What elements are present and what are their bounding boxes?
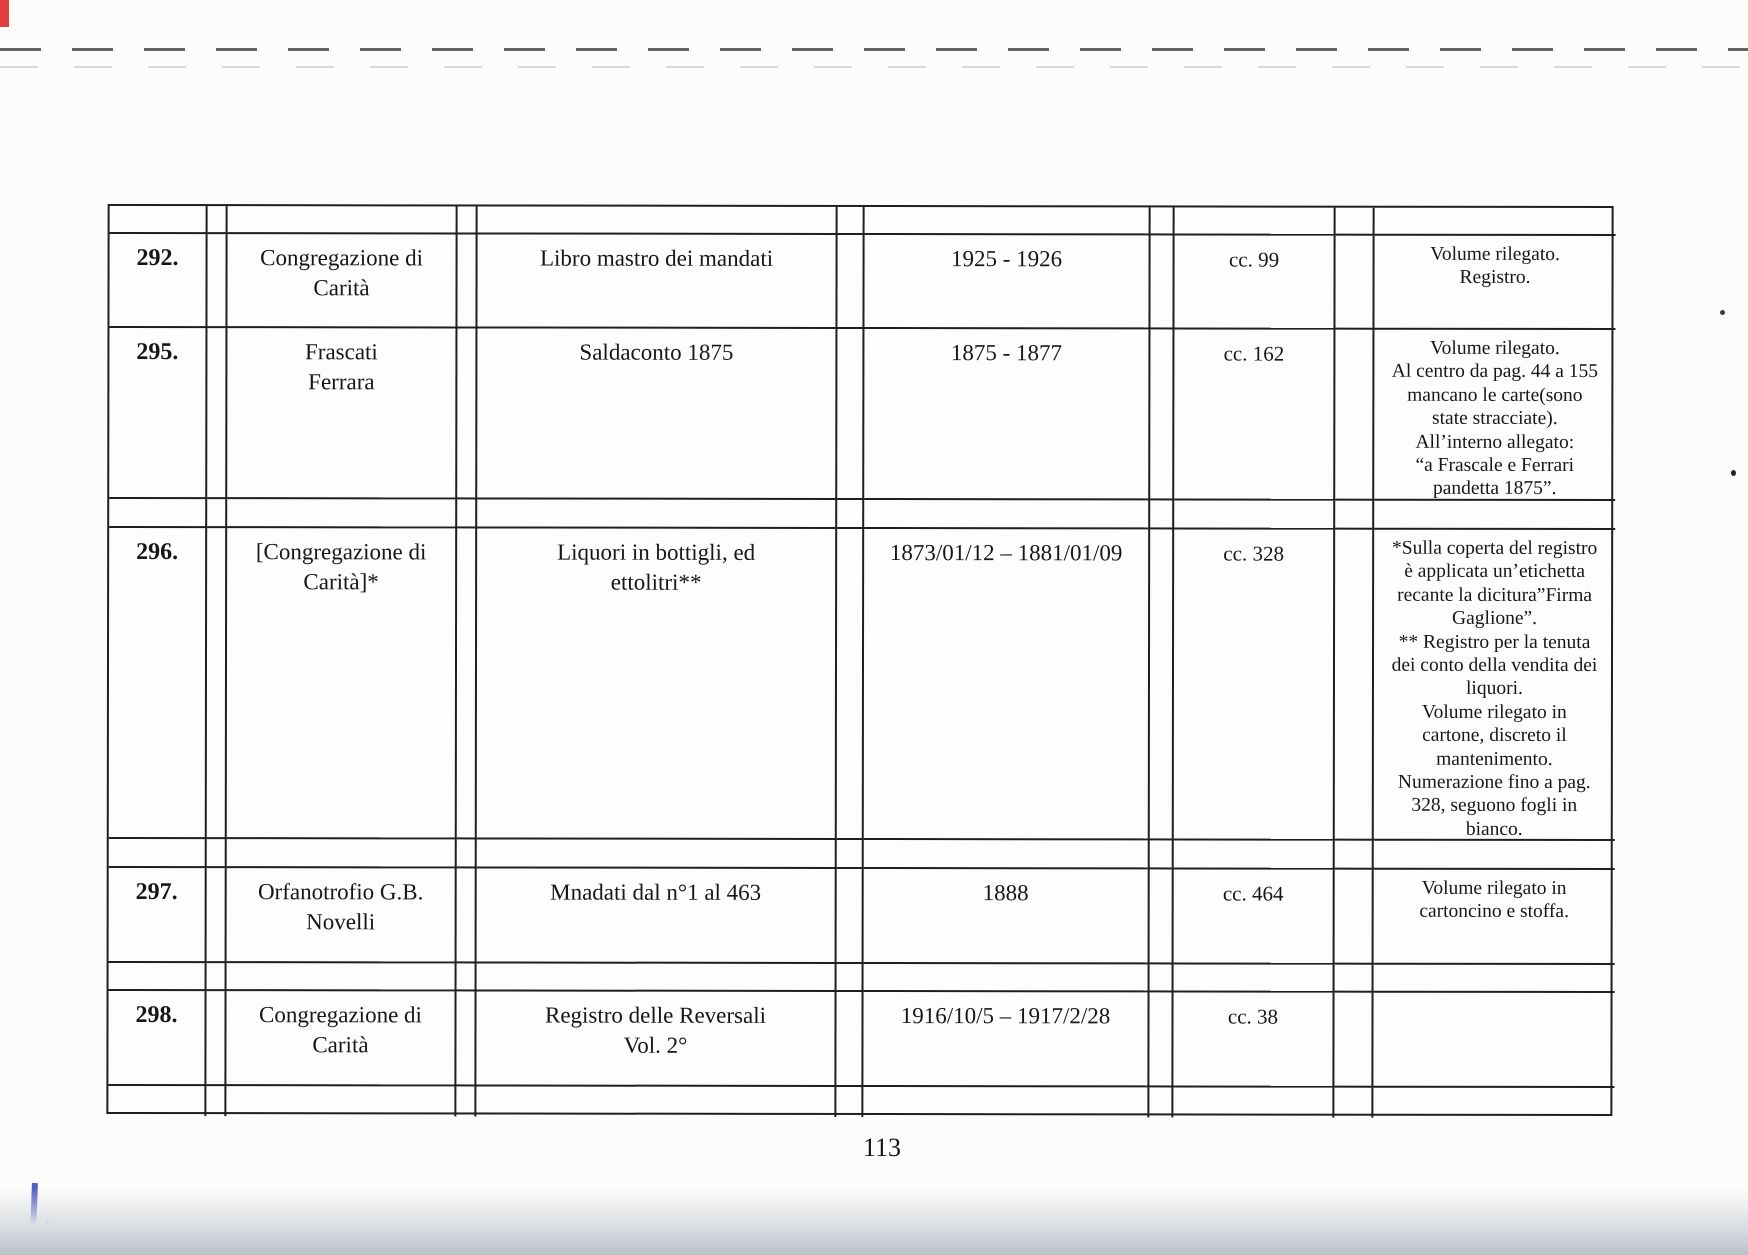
spacer-cell: [1335, 530, 1374, 841]
spacer-row-cell: [1174, 500, 1335, 529]
cell-0-extent: cc. 99: [1174, 235, 1335, 329]
cell-1-extent: cc. 162: [1174, 329, 1335, 500]
header-row-cell: [838, 207, 865, 235]
cell-2-dates: 1873/01/12 – 1881/01/09: [864, 529, 1150, 840]
scan-fold-dashed-line-faint: [0, 66, 1748, 68]
spacer-cell: [837, 529, 864, 840]
page-number: 113: [862, 1133, 902, 1162]
spacer-row-cell: [1150, 500, 1174, 529]
footer-row-cell: [108, 1086, 206, 1116]
header-row-cell: [1375, 208, 1616, 236]
spacer-cell: [457, 328, 477, 499]
spacer-cell: [207, 328, 227, 499]
spacer-cell: [1150, 235, 1174, 329]
spacer-cell: [456, 991, 476, 1086]
spacer-cell: [837, 869, 864, 964]
footer-row-cell: [1149, 1087, 1173, 1117]
spacer-row-cell: [1335, 965, 1374, 993]
spacer-cell: [207, 528, 227, 839]
spacer-cell: [1150, 869, 1174, 964]
spacer-row-cell: [1335, 501, 1374, 530]
spacer-row-cell: [457, 499, 477, 528]
cell-3-extent: cc. 464: [1174, 869, 1335, 964]
spacer-row-cell: [457, 963, 477, 991]
spacer-row-cell: [1374, 965, 1615, 993]
cell-2-title: Liquori in bottigli, ed ettolitri**: [477, 528, 837, 840]
cell-3-number: 297.: [109, 868, 207, 963]
spacer-cell: [1334, 993, 1373, 1088]
spacer-cell: [1149, 992, 1173, 1087]
header-row-cell: [865, 207, 1151, 235]
spacer-row-cell: [227, 963, 457, 991]
spacer-cell: [207, 234, 227, 328]
cell-3-name: Orfanotrofio G.B. Novelli: [227, 868, 457, 963]
spacer-row-cell: [864, 964, 1150, 992]
cell-2-notes: *Sulla coperta del registro è applicata un’etichetta recante la dicitura”Firma Gaglione”. ** Registro per la tenuta dei conto della vendita dei liquori. Volume rilegato in cartone, discreto il mantenimento. Numerazione fino a pag. 328, seguono fogli in bianco.: [1374, 530, 1615, 841]
cell-0-number: 292.: [109, 234, 207, 328]
cell-4-title: Registro delle Reversali Vol. 2°: [476, 991, 836, 1087]
spacer-cell: [1335, 870, 1374, 965]
footer-row-cell: [1173, 1087, 1334, 1117]
cell-4-number: 298.: [108, 991, 206, 1086]
cell-1-notes: Volume rilegato. Al centro da pag. 44 a 155 mancano le carte(sono state stracciate). All’interno allegato: “a Frascale e Ferrari pandetta 1875”.: [1374, 330, 1615, 501]
spacer-row-cell: [837, 840, 864, 869]
cell-2-name: [Congregazione di Carità]*: [227, 528, 457, 839]
spacer-cell: [457, 868, 477, 963]
spacer-row-cell: [864, 500, 1150, 529]
spacer-row-cell: [227, 839, 457, 868]
header-row-cell: [458, 206, 478, 234]
header-row-cell: [110, 206, 208, 234]
footer-row-cell: [836, 1087, 863, 1117]
scan-red-edge-mark: [0, 0, 9, 27]
spacer-row-cell: [837, 500, 864, 529]
spacer-cell: [1150, 529, 1174, 840]
scan-bottom-shadow: [0, 1188, 1748, 1255]
cell-3-notes: Volume rilegato in cartoncino e stoffa.: [1374, 870, 1615, 965]
spacer-row-cell: [1335, 841, 1374, 870]
spacer-cell: [1335, 236, 1374, 330]
spacer-cell: [457, 528, 477, 839]
cell-4-dates: 1916/10/5 – 1917/2/28: [863, 992, 1149, 1087]
footer-row-cell: [206, 1086, 226, 1116]
scan-fold-dashed-line: [0, 48, 1748, 51]
footer-row-cell: [226, 1086, 456, 1116]
spacer-row-cell: [457, 839, 477, 868]
spacer-cell: [1150, 329, 1174, 500]
spacer-row-cell: [207, 963, 227, 991]
cell-1-name: Frascati Ferrara: [227, 328, 457, 499]
footer-row-cell: [1334, 1088, 1373, 1118]
spacer-cell: [206, 991, 226, 1086]
spacer-cell: [837, 235, 864, 329]
cell-0-notes: Volume rilegato. Registro.: [1374, 236, 1615, 330]
inventory-table: [106, 204, 1613, 1116]
spacer-cell: [1335, 330, 1374, 501]
spacer-cell: [837, 329, 864, 500]
spacer-row-cell: [1374, 841, 1615, 870]
cell-4-name: Congregazione di Carità: [226, 991, 456, 1086]
cell-0-dates: 1925 - 1926: [864, 235, 1150, 329]
spacer-row-cell: [227, 499, 457, 528]
header-row-cell: [478, 206, 838, 235]
spacer-row-cell: [109, 839, 207, 868]
cell-1-dates: 1875 - 1877: [864, 329, 1150, 500]
spacer-row-cell: [109, 499, 207, 528]
spacer-row-cell: [1174, 840, 1335, 869]
header-row-cell: [1336, 208, 1375, 236]
spacer-row-cell: [1374, 501, 1615, 530]
header-row-cell: [228, 206, 458, 234]
spacer-row-cell: [1150, 964, 1174, 992]
footer-row-cell: [476, 1086, 836, 1117]
spacer-row-cell: [477, 963, 837, 992]
cell-2-number: 296.: [109, 528, 207, 839]
footer-row-cell: [1373, 1088, 1614, 1118]
header-row-cell: [1175, 207, 1336, 235]
cell-4-notes: [1373, 993, 1614, 1088]
spacer-row-cell: [1150, 840, 1174, 869]
cell-4-extent: cc. 38: [1173, 992, 1334, 1087]
spacer-row-cell: [477, 839, 837, 869]
cell-0-title: Libro mastro dei mandati: [477, 234, 837, 329]
spacer-cell: [207, 868, 227, 963]
scan-speck: [1731, 470, 1736, 476]
spacer-cell: [457, 234, 477, 328]
scan-speck: [1720, 310, 1725, 315]
spacer-row-cell: [477, 499, 837, 529]
header-row-cell: [208, 206, 228, 234]
spacer-row-cell: [207, 839, 227, 868]
cell-3-dates: 1888: [864, 869, 1150, 964]
spacer-row-cell: [864, 840, 1150, 869]
spacer-row-cell: [837, 964, 864, 992]
cell-3-title: Mnadati dal n°1 al 463: [477, 868, 837, 964]
cell-2-extent: cc. 328: [1174, 529, 1335, 840]
cell-1-title: Saldaconto 1875: [477, 328, 837, 500]
spacer-row-cell: [1174, 964, 1335, 992]
cell-1-number: 295.: [109, 328, 207, 499]
spacer-cell: [836, 992, 863, 1087]
footer-row-cell: [456, 1086, 476, 1116]
cell-0-name: Congregazione di Carità: [227, 234, 457, 328]
header-row-cell: [1151, 207, 1175, 235]
footer-row-cell: [863, 1087, 1149, 1117]
spacer-row-cell: [109, 963, 207, 991]
spacer-row-cell: [207, 499, 227, 528]
